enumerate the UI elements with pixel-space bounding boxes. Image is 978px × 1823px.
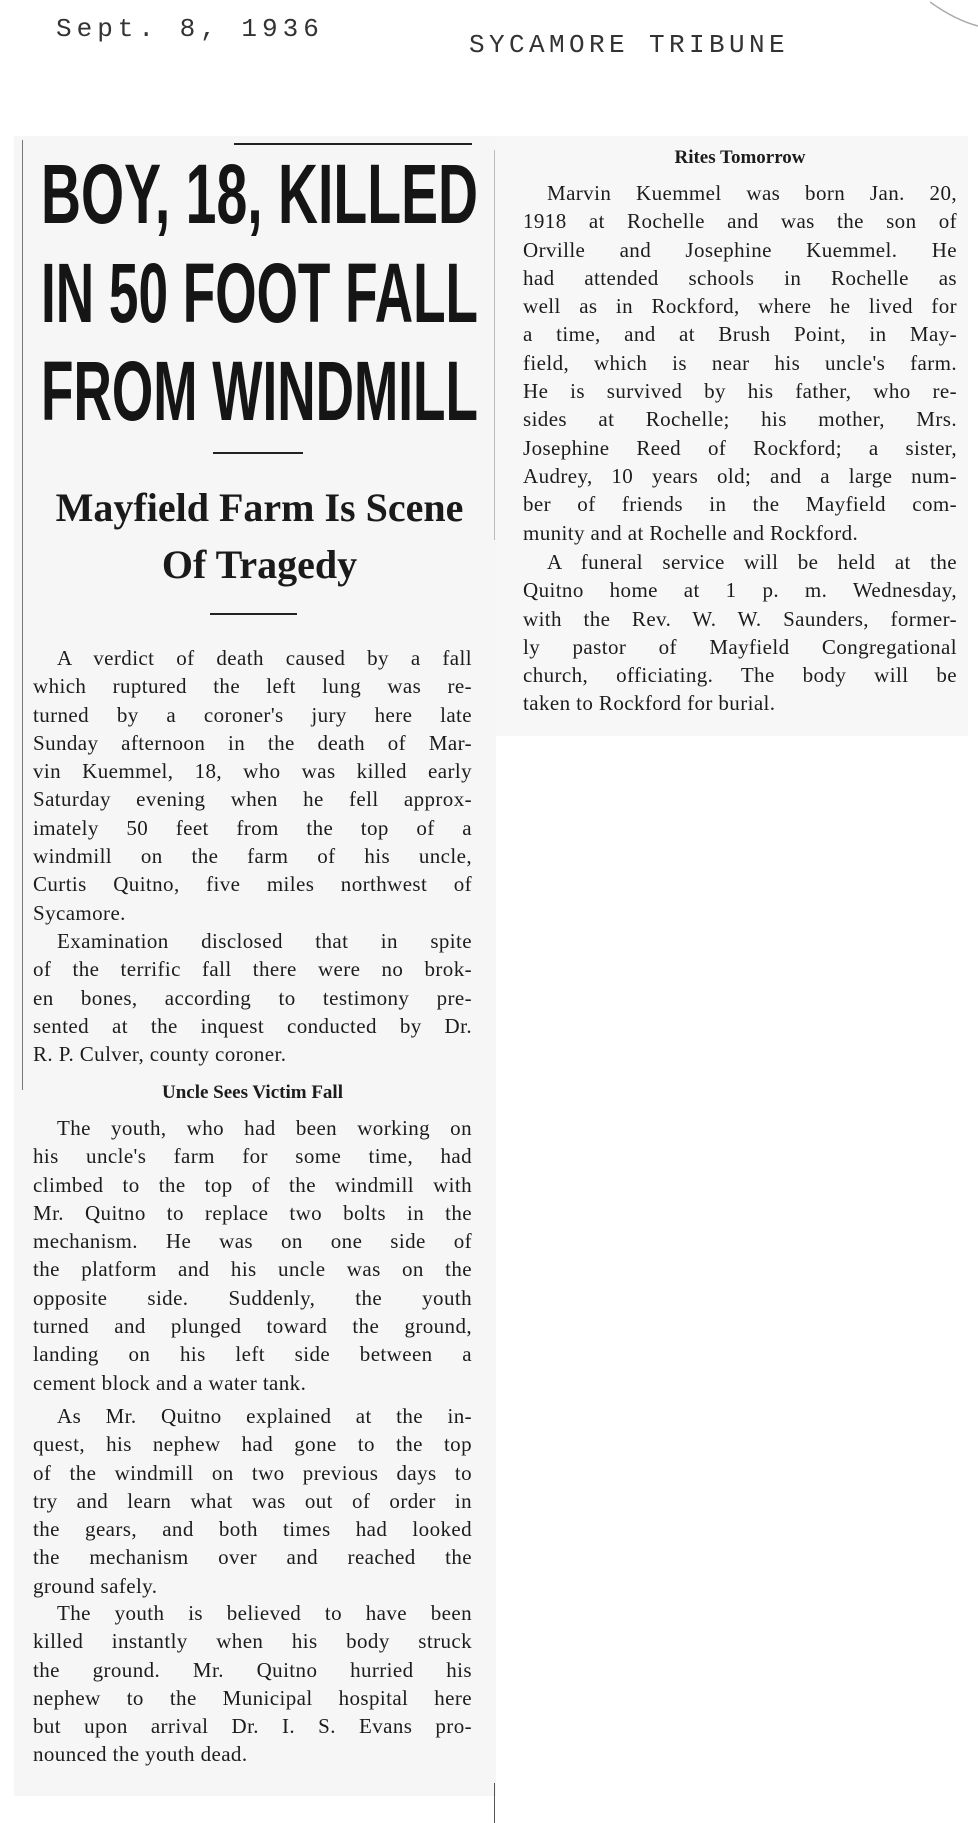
text-line: opposite side. Suddenly, the youth (33, 1285, 472, 1310)
headline-divider-rule (213, 452, 303, 454)
text-line: Mr. Quitno to replace two bolts in the (33, 1200, 472, 1225)
text-line: the platform and his uncle was on the (33, 1257, 472, 1282)
text-line: turned and plunged toward the ground, (33, 1314, 472, 1339)
text-line: Josephine Reed of Rockford; a sister, (523, 435, 957, 460)
text-line: The youth is believed to have been (57, 1601, 472, 1625)
headline-top-rule (234, 143, 472, 145)
paper-edge-curve (930, 0, 978, 30)
text-line: of the terrific fall there were no brok- (33, 957, 472, 982)
text-line: taken to Rockford for burial. (523, 691, 776, 716)
text-line: ly pastor of Mayfield Congregational (523, 634, 957, 659)
subheadline-line-2: Of Tragedy (161, 542, 358, 587)
text-line: the ground. Mr. Quitno hurried his (33, 1657, 472, 1682)
headline-line-3: FROM WINDMILL (41, 344, 478, 438)
text-line: Saturday evening when he fell approx- (33, 787, 472, 812)
text-line: Orville and Josephine Kuemmel. He (523, 237, 957, 262)
article-paragraph (33, 927, 472, 1068)
text-line: with the Rev. W. W. Saunders, former- (523, 606, 957, 631)
text-line: turned by a coroner's jury here late (33, 702, 472, 727)
text-line: R. P. Culver, county coroner. (33, 1042, 287, 1067)
text-line: As Mr. Quitno explained at the in- (57, 1404, 472, 1428)
column-divider-rule (494, 150, 495, 540)
headline-line-2: IN 50 FOOT FALL (41, 246, 478, 340)
clipping-date: Sept. 8, 1936 (56, 14, 324, 44)
text-line: of the windmill on two previous days to (33, 1460, 472, 1485)
text-line: Quitno home at 1 p. m. Wednesday, (523, 578, 957, 603)
article-paragraph (33, 1599, 472, 1769)
text-line: cement block and a water tank. (33, 1370, 307, 1395)
text-line: field, which is near his uncle's farm. (523, 350, 957, 375)
section-heading-rites-tomorrow: Rites Tomorrow (674, 147, 806, 168)
text-line: church, officiating. The body will be (523, 663, 957, 688)
text-line: ber of friends in the Mayfield com- (523, 492, 957, 517)
text-line: had attended schools in Rochelle as (523, 265, 957, 290)
text-line: vin Kuemmel, 18, who was killed early (33, 759, 472, 784)
text-line: Examination disclosed that in spite (57, 929, 472, 953)
text-line: try and learn what was out of order in (33, 1488, 472, 1513)
text-line: which ruptured the left lung was re- (33, 674, 472, 699)
text-line: well as in Rockford, where he lived for (523, 294, 957, 319)
text-line: but upon arrival Dr. I. S. Evans pro- (33, 1714, 472, 1739)
text-line: sented at the inquest conducted by Dr. (33, 1013, 472, 1038)
subheadline-line-1: Mayfield Farm Is Scene (55, 485, 464, 530)
text-line: the mechanism over and reached the (33, 1545, 472, 1570)
text-line: ground safely. (33, 1573, 158, 1598)
text-line: windmill on the farm of his uncle, (33, 844, 472, 869)
text-line: en bones, according to testimony pre- (33, 985, 472, 1010)
left-column-rule (22, 140, 23, 1090)
text-line: Sunday afternoon in the death of Mar- (33, 730, 472, 755)
article-paragraph (523, 179, 957, 547)
text-line: the gears, and both times had looked (33, 1517, 472, 1542)
text-line: nephew to the Municipal hospital here (33, 1685, 472, 1710)
article-paragraph (33, 1402, 472, 1600)
headline-line-1: BOY, 18, KILLED (41, 147, 478, 241)
text-line: nounced the youth dead. (33, 1742, 248, 1767)
text-line: landing on his left side between a (33, 1342, 472, 1367)
text-line: A funeral service will be held at the (547, 550, 957, 574)
text-line: Curtis Quitno, five miles northwest of (33, 872, 472, 897)
text-line: his uncle's farm for some time, had (33, 1144, 472, 1169)
subheadline-divider-rule (210, 613, 297, 615)
article-paragraph (33, 644, 472, 927)
text-line: He is survived by his father, who re- (523, 379, 957, 404)
text-line: Audrey, 10 years old; and a large num- (523, 463, 957, 488)
text-line: mechanism. He was on one side of (33, 1229, 472, 1254)
text-line: The youth, who had been working on (57, 1116, 472, 1140)
article-paragraph (523, 548, 957, 718)
text-line: quest, his nephew had gone to the top (33, 1432, 472, 1457)
text-line: Marvin Kuemmel was born Jan. 20, (547, 181, 957, 205)
article-paragraph (33, 1114, 472, 1397)
text-line: killed instantly when his body struck (33, 1629, 472, 1654)
text-line: climbed to the top of the windmill with (33, 1172, 472, 1197)
section-heading-uncle-sees-victim-fall: Uncle Sees Victim Fall (162, 1082, 343, 1103)
column-divider-rule-bottom (494, 1783, 495, 1823)
text-line: a time, and at Brush Point, in May- (523, 322, 957, 347)
text-line: imately 50 feet from the top of a (33, 815, 472, 840)
text-line: A verdict of death caused by a fall (57, 646, 472, 670)
text-line: 1918 at Rochelle and was the son of (523, 209, 957, 234)
text-line: Sycamore. (33, 900, 126, 925)
newspaper-name: SYCAMORE TRIBUNE (469, 30, 790, 60)
text-line: munity and at Rochelle and Rockford. (523, 520, 859, 545)
text-line: sides at Rochelle; his mother, Mrs. (523, 407, 957, 432)
